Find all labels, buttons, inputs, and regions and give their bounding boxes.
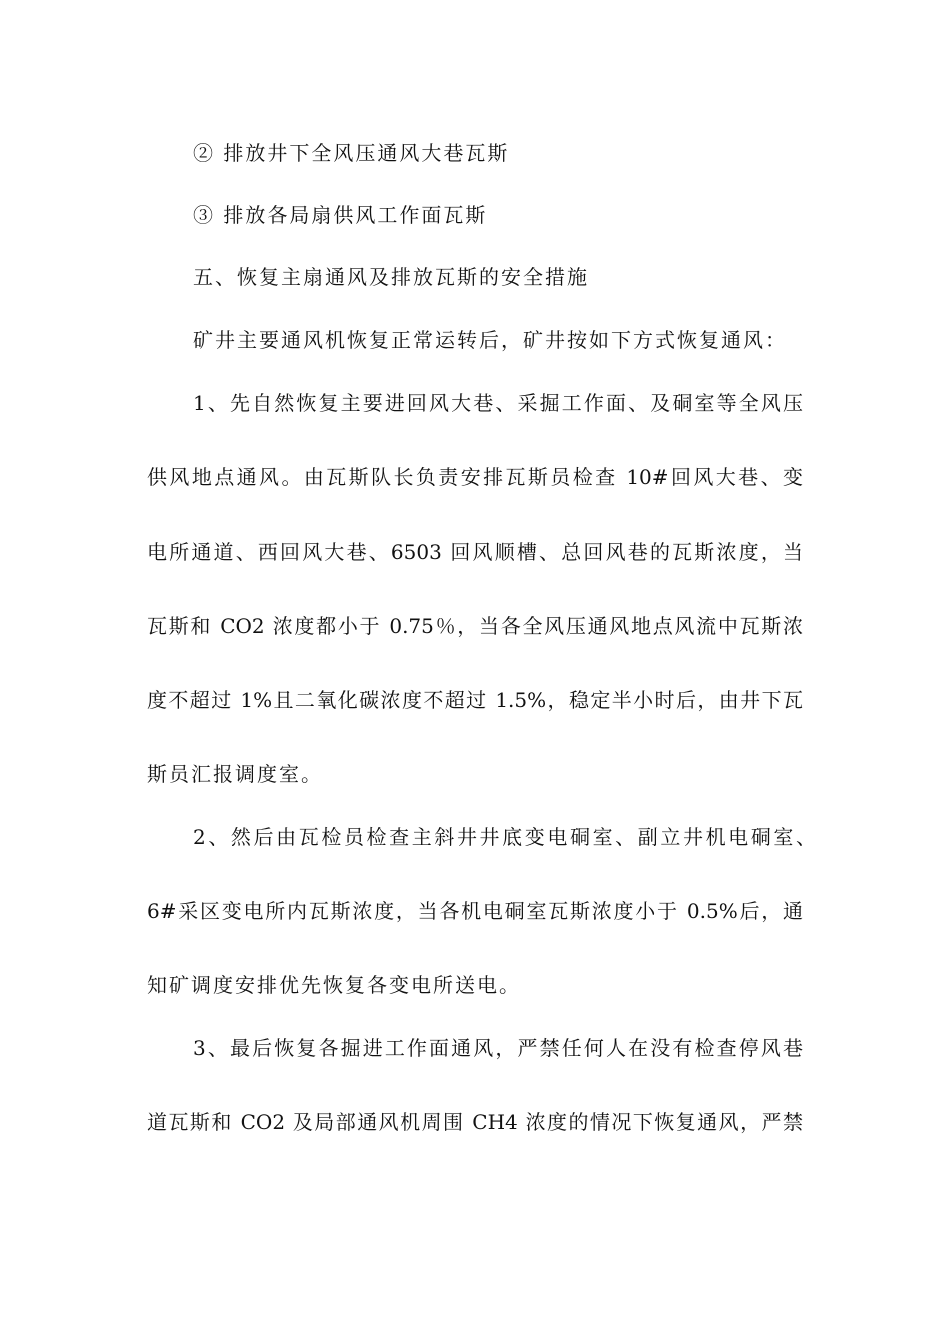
paragraph-1-line-4: 瓦斯和 CO2 浓度都小于 0.75％，当各全风压通风地点风流中瓦斯浓	[147, 614, 803, 638]
paragraph-2-line-3: 知矿调度安排优先恢复各变电所送电。	[147, 973, 521, 997]
paragraph-1-line-6: 斯员汇报调度室。	[147, 762, 323, 786]
paragraph-2-line-2: 6#采区变电所内瓦斯浓度，当各机电硐室瓦斯浓度小于 0.5%后，通	[147, 899, 803, 923]
paragraph-2-line-1: 2、然后由瓦检员检查主斜井井底变电硐室、副立井机电硐室、	[193, 825, 816, 849]
paragraph-1-line-2: 供风地点通风。由瓦斯队长负责安排瓦斯员检查 10#回风大巷、变	[147, 465, 803, 489]
paragraph-intro: 矿井主要通风机恢复正常运转后，矿井按如下方式恢复通风：	[193, 328, 787, 352]
list-item-2: ② 排放井下全风压通风大巷瓦斯	[193, 141, 510, 165]
paragraph-3-line-2: 道瓦斯和 CO2 及局部通风机周围 CH4 浓度的情况下恢复通风，严禁	[147, 1110, 803, 1134]
list-item-3: ③ 排放各局扇供风工作面瓦斯	[193, 203, 488, 227]
paragraph-3-line-1: 3、最后恢复各掘进工作面通风，严禁任何人在没有检查停风巷	[193, 1036, 803, 1060]
paragraph-1-line-5: 度不超过 1%且二氧化碳浓度不超过 1.5%，稳定半小时后，由井下瓦	[147, 688, 803, 712]
paragraph-1-line-1: 1、先自然恢复主要进回风大巷、采掘工作面、及硐室等全风压	[193, 391, 803, 415]
paragraph-1-line-3: 电所通道、西回风大巷、6503 回风顺槽、总回风巷的瓦斯浓度，当	[147, 540, 803, 564]
section-heading-5: 五、恢复主扇通风及排放瓦斯的安全措施	[193, 265, 589, 289]
